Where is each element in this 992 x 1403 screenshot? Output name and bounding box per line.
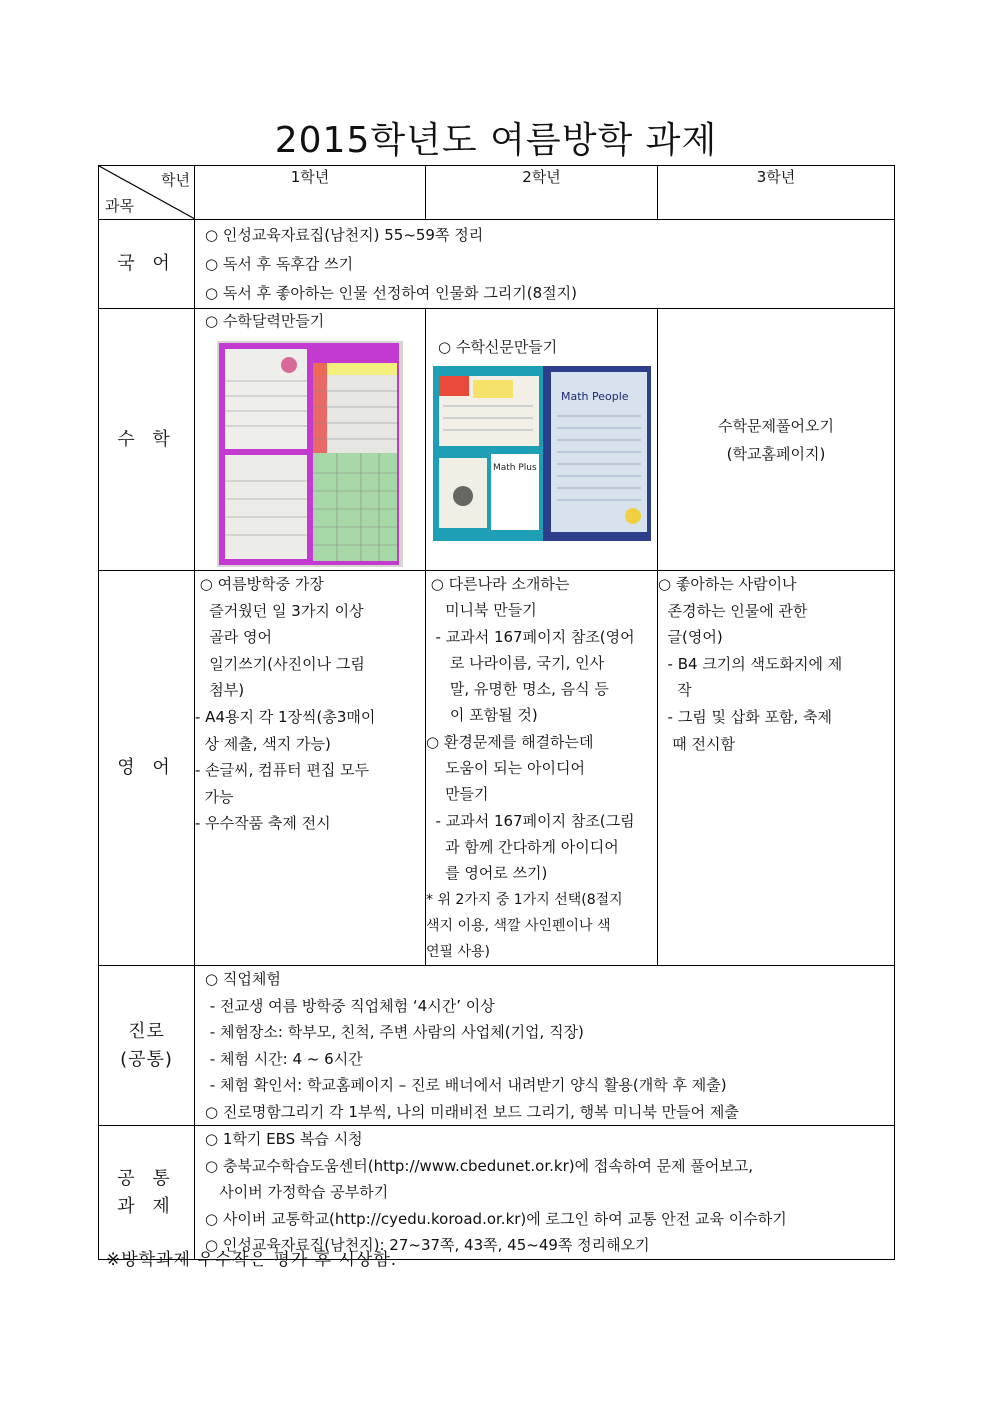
korean-tasks [195,220,895,309]
english-g3-line: 때 전시함 [658,734,736,753]
korean-subject: 국 어 [99,220,195,309]
math-grade-3-line-1: 수학문제풀어오기 [718,416,834,435]
korean-task-3: ○ 독서 후 좋아하는 인물 선정하여 인물화 그리기(8절지) [205,284,578,302]
math-grade-3-line-2: (학교홈페이지) [726,444,826,463]
math-grade-2-task: ○ 수학신문만들기 [438,338,558,356]
grade-label: 학년 [161,171,190,189]
grade-2-header: 2학년 [426,166,658,220]
english-grade-3-cell [658,571,895,966]
career-task-line: - 전교생 여름 방학중 직업체험 ‘4시간’ 이상 [205,996,495,1015]
common-task-line: ○ 충북교수학습도움센터(http://www.cbedunet.or.kr)에 접속하여 문제 풀어보고, [205,1156,754,1175]
english-grade-1-cell [195,571,426,966]
english-g2-line: 이 포함될 것) [426,706,538,725]
career-subject-line-1: 진로 [128,1020,165,1042]
english-g2-line: 를 영어로 쓰기) [426,864,548,883]
english-grade-2-cell [426,571,658,966]
english-g1-line: 첨부) [195,681,245,700]
common-subject-line-2: 과 제 [117,1195,176,1217]
english-g2-line: - 교과서 167페이지 참조(그림 [426,811,635,830]
common-task-line: 사이버 가정학습 공부하기 [205,1183,389,1202]
english-g2-line: ○ 환경문제를 해결하는데 [426,732,594,751]
english-g2-line: 색지 이용, 색깔 사인펜이나 색 [426,917,611,934]
common-row [99,1126,895,1260]
english-g2-line: 연필 사용) [426,944,491,961]
english-g2-line: ○ 다른나라 소개하는 [426,575,570,593]
english-g2-line: 미니북 만들기 [426,601,537,620]
english-g1-line: - 우수작품 축제 전시 [195,814,331,833]
english-g1-line: - A4용지 각 1장씩(총3매이 [195,707,376,726]
english-g1-line: 골라 영어 [195,628,273,647]
common-task-line: ○ 인성교육자료집(남천지): 27~37쪽, 43쪽, 45~49쪽 정리해오기 [205,1236,650,1255]
career-subject-line-2: (공통) [120,1048,173,1070]
english-g2-line: 로 나라이름, 국기, 인사 [426,653,605,672]
common-tasks [195,1126,895,1260]
english-g3-line: - 그림 및 삽화 포함, 축제 [658,707,832,726]
math-grade-1-cell [195,309,426,571]
english-g3-line: 작 [658,681,692,700]
award-note: ※방학과제 우수작은 평가 후 시상함. [106,1250,398,1270]
english-g1-line: 가능 [195,787,234,806]
math-calendar-photo [217,341,403,567]
english-subject: 영 어 [99,571,195,966]
math-subject: 수 학 [99,309,195,571]
korean-task-2: ○ 독서 후 독후감 쓰기 [205,255,354,273]
english-g1-line: ○ 여름방학중 가장 [195,575,324,593]
common-task-line: ○ 사이버 교통학교(http://cyedu.koroad.or.kr)에 로그인 하여 교통 안전 교육 이수하기 [205,1209,787,1228]
korean-task-1: ○ 인성교육자료집(남천지) 55~59쪽 정리 [205,226,484,244]
header-corner-cell [99,166,195,220]
english-g2-line: 말, 유명한 명소, 음식 등 [426,680,609,699]
career-row [99,966,895,1126]
common-task-line: ○ 1학기 EBS 복습 시청 [205,1130,363,1149]
english-g3-line: 글(영어) [658,628,723,647]
english-g1-line: 즐거웠던 일 3가지 이상 [195,601,364,620]
career-task-line: - 체험장소: 학부모, 친척, 주변 사람의 사업체(기업, 직장) [205,1023,584,1042]
english-g2-line: 만들기 [426,785,489,804]
career-task-line: - 체험 확인서: 학교홈페이지 – 진로 배너에서 내려받기 양식 활용(개학 후 제출) [205,1076,727,1095]
career-task-line: ○ 직업체험 [205,970,281,989]
common-subject [99,1126,195,1260]
english-g2-line: * 위 2가지 중 1가지 선택(8절지 [426,891,623,908]
math-grade-3-cell [658,309,895,571]
english-g1-line: 일기쓰기(사진이나 그림 [195,654,365,673]
subject-label: 과목 [105,197,134,215]
math-newspaper-photo [433,366,651,541]
english-g2-line: 과 함께 간다하게 아이디어 [426,837,619,856]
common-subject-line-1: 공 통 [117,1167,176,1189]
english-g2-line: - 교과서 167페이지 참조(영어 [426,627,635,646]
math-people-label: Math People [561,390,629,403]
page-title: 2015학년도 여름방학 과제 [274,120,718,161]
math-grade-2-cell [426,309,658,571]
math-plus-label: Math Plus [493,463,537,473]
english-g2-line: 도움이 되는 아이디어 [426,759,586,778]
english-g1-line: - 손글씨, 컴퓨터 편집 모두 [195,761,370,780]
career-tasks [195,966,895,1126]
career-task-line: - 체험 시간: 4 ~ 6시간 [205,1049,363,1068]
math-grade-1-task: ○ 수학달력만들기 [205,312,325,330]
english-g3-line: - B4 크기의 색도화지에 제 [658,654,843,673]
header-row [99,166,895,220]
math-row [99,309,895,571]
english-g3-line: ○ 좋아하는 사람이나 [658,575,797,593]
career-task-line: ○ 진로명함그리기 각 1부씩, 나의 미래비전 보드 그리기, 행복 미니북 만들어 제출 [205,1102,739,1121]
career-subject [99,966,195,1126]
homework-table [98,165,895,1260]
english-g1-line: 상 제출, 색지 가능) [195,734,331,753]
korean-row [99,220,895,309]
english-row [99,571,895,966]
english-g3-line: 존경하는 인물에 관한 [658,601,808,620]
grade-3-header: 3학년 [658,166,895,220]
grade-1-header: 1학년 [195,166,426,220]
